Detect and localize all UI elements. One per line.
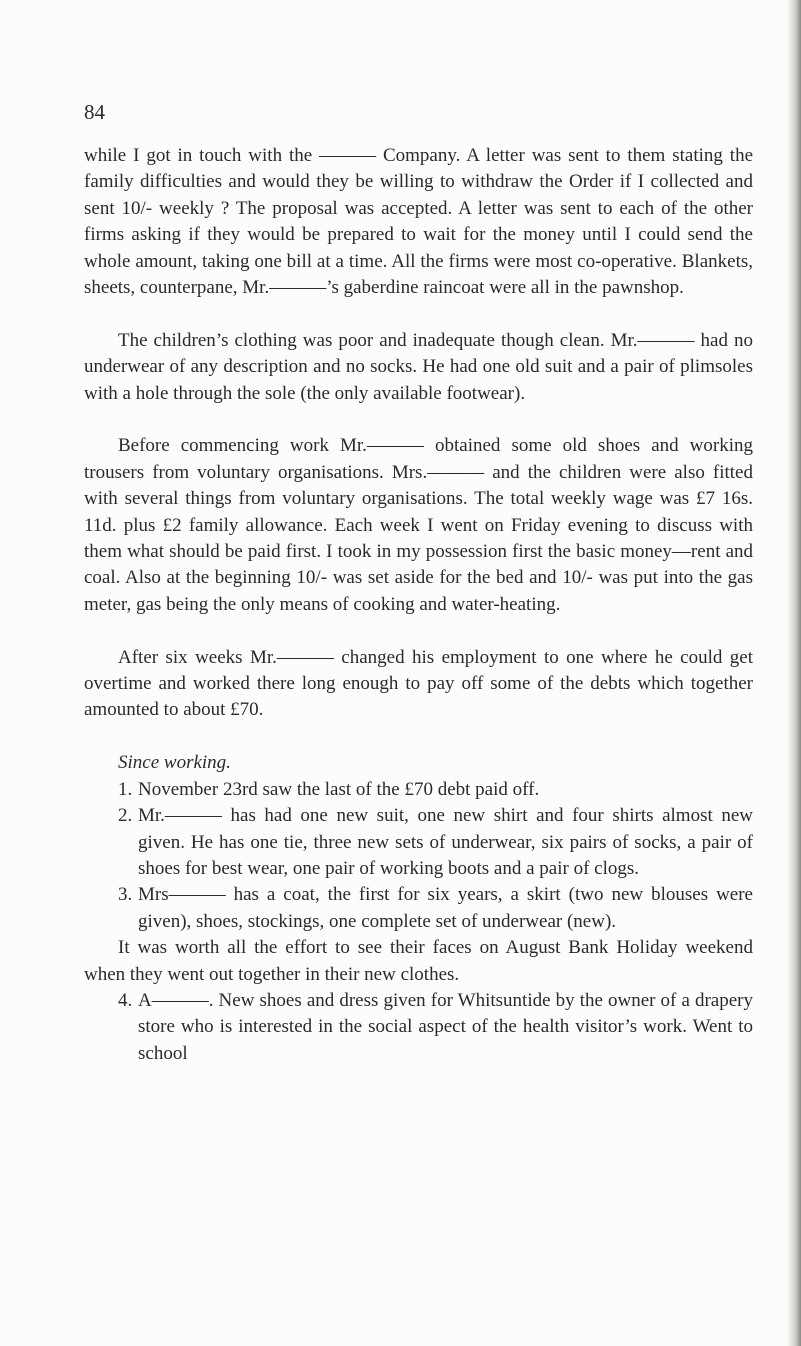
page-edge-shadow <box>787 0 801 1346</box>
list-number: 2. <box>118 805 133 827</box>
interlude-paragraph: It was worth all the effort to see their faces on August Bank Holiday weekend when they went out together in their new clothes. <box>84 937 753 985</box>
paragraph-4: After six weeks Mr.——— changed his employment to one where he could get overtime and worked there long enough to pay off some of the debts which together amounted to about £70. <box>84 646 753 721</box>
body-text <box>84 143 753 1067</box>
list-text: Mr.——— has had one new suit, one new shirt and four shirts almost new given. He has one tie, three new sets of underwear, six pairs of socks, a pair of shoes for best wear, one pair of working boots and a pair of clogs. <box>138 805 753 879</box>
list-number: 3. <box>118 884 133 906</box>
list-text: A———. New shoes and dress given for Whitsuntide by the owner of a drapery store who is interested in the social aspect of the health visitor’s work. Went to school <box>138 989 753 1064</box>
paragraph-2: The children’s clothing was poor and inadequate though clean. Mr.——— had no underwear of any description and no socks. He had one old suit and a pair of plimsoles with a hole through the sole (the only available footwear). <box>84 329 753 404</box>
list-item <box>84 882 753 935</box>
list-item <box>84 777 753 803</box>
section-heading: Since working. <box>118 752 231 774</box>
list-text: November 23rd saw the last of the £70 debt paid off. <box>138 778 540 800</box>
list-item <box>84 803 753 882</box>
list-item <box>84 988 753 1067</box>
page-number: 84 <box>84 100 105 124</box>
list-number: 1. <box>118 778 133 800</box>
list-text: Mrs——— has a coat, the first for six years, a skirt (two new blouses were given), shoes, stockings, one complete set of underwear (new). <box>138 884 753 932</box>
paragraph-3: Before commencing work Mr.——— obtained some old shoes and working trousers from voluntary organisations. Mrs.——— and the children were also fitted with several things from voluntary organisations. The total weekly wage was £7 16s. 11d. plus £2 family allowance. Each week I went on Friday evening to discuss with them what should be paid first. I took in my possession first the basic money—rent and coal. Also at the beginning 10/- was set aside for the bed and 10/- was put into the gas meter, gas being the only means of cooking and water-heating. <box>84 435 753 615</box>
paragraph-1: while I got in touch with the ——— Company. A letter was sent to them stating the family difficulties and would they be willing to withdraw the Order if I collected and sent 10/- weekly ? The proposal was accepted. A letter was sent to each of the other firms asking if they would be prepared to wait for the money until I could send the whole amount, taking one bill at a time. All the firms were most co-operative. Blankets, sheets, counterpane, Mr.———’s gaberdine raincoat were all in the pawnshop. <box>84 145 753 299</box>
list-number: 4. <box>118 989 133 1011</box>
